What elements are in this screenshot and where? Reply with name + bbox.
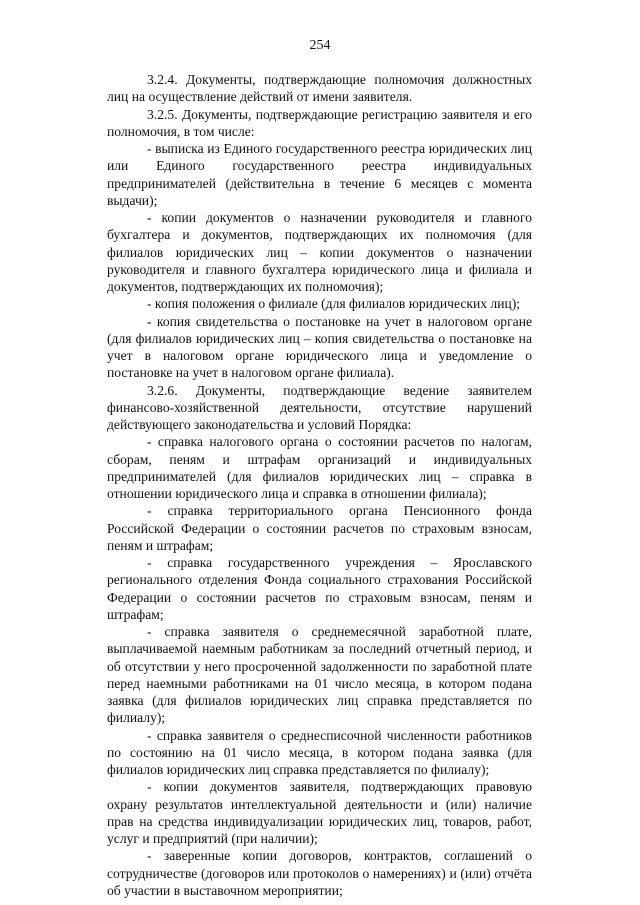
page-body (107, 71, 532, 899)
paragraph-3-2-5: 3.2.5. Документы, подтверждающие регистрацию заявителя и его полномочия, в том числе: (107, 106, 532, 139)
list-item-tax-registration: - копия свидетельства о постановке на учет в налоговом органе (для филиалов юридических лиц – копия свидетельства о постановке на учет в налоговом органе юридического лица и уведомление о постановке на учет в налоговом органе филиала). (107, 313, 532, 381)
list-item-branch-regulation: - копия положения о филиале (для филиалов юридических лиц); (147, 296, 521, 312)
list-item-pension-fund-certificate: - справка территориального органа Пенсионного фонда Российской Федерации о состоянии расчетов по страховым взносам, пеням и штрафам; (107, 503, 532, 553)
paragraph-3-2-6: 3.2.6. Документы, подтверждающие ведение заявителем финансово-хозяйственной деятельности, отсутствие нарушений действующего законодательства и условий Порядка: (107, 382, 532, 432)
paragraph-3-2-4: 3.2.4. Документы, подтверждающие полномочия должностных лиц на осуществление действий от имени заявителя. (107, 72, 532, 105)
list-item-intellectual-property: - копии документов заявителя, подтверждающих правовую охрану результатов интеллектуальной деятельности и (или) наличие прав на средства индивидуализации юридических лиц, товаров, работ, услуг и предприятий (при наличии); (107, 779, 532, 846)
list-item-social-insurance-certificate: - справка государственного учреждения – Ярославского регионального отделения Фонда социального страхования Российской Федерации о состоянии расчетов по страховым взносам, пеням и штрафам; (107, 555, 532, 622)
list-item-egrul-extract: - выписка из Единого государственного реестра юридических лиц или Единого государственного реестра индивидуальных предпринимателей (действительна в течение 6 месяцев с момента выдачи); (107, 141, 532, 208)
list-item-cooperation-agreements: - заверенные копии договоров, контрактов, соглашений о сотрудничестве (договоров или протоколов о намерениях) и (или) отчёта об участии в выставочном мероприятии; (107, 848, 532, 898)
page-number: 254 (309, 38, 331, 53)
list-item-headcount-certificate: - справка заявителя о среднесписочной численности работников по состоянию на 01 число месяца, в котором подана заявка (для филиалов юридических лиц справка представляется по филиалу); (107, 727, 532, 777)
list-item-tax-certificate: - справка налогового органа о состоянии расчетов по налогам, сборам, пеням и штрафам организаций и индивидуальных предпринимателей (для филиалов юридических лиц – справка в отношении юридического лица и справка в отношении филиала); (107, 434, 532, 501)
list-item-appointment-copies: - копии документов о назначении руководителя и главного бухгалтера и документов, подтверждающих их полномочия (для филиалов юридических лиц – копии документов о назначении руководителя и главного бухгалтера юридического лица и филиала и документов, подтверждающих их полномочия); (107, 210, 532, 294)
list-item-salary-certificate: - справка заявителя о среднемесячной заработной плате, выплачиваемой наемным работникам за последний отчетный период, и об отсутствии у него просроченной задолженности по заработной плате перед наемными работниками на 01 число месяца, в котором подана заявка (для филиалов юридических лиц справка представляется по филиалу); (107, 624, 532, 726)
